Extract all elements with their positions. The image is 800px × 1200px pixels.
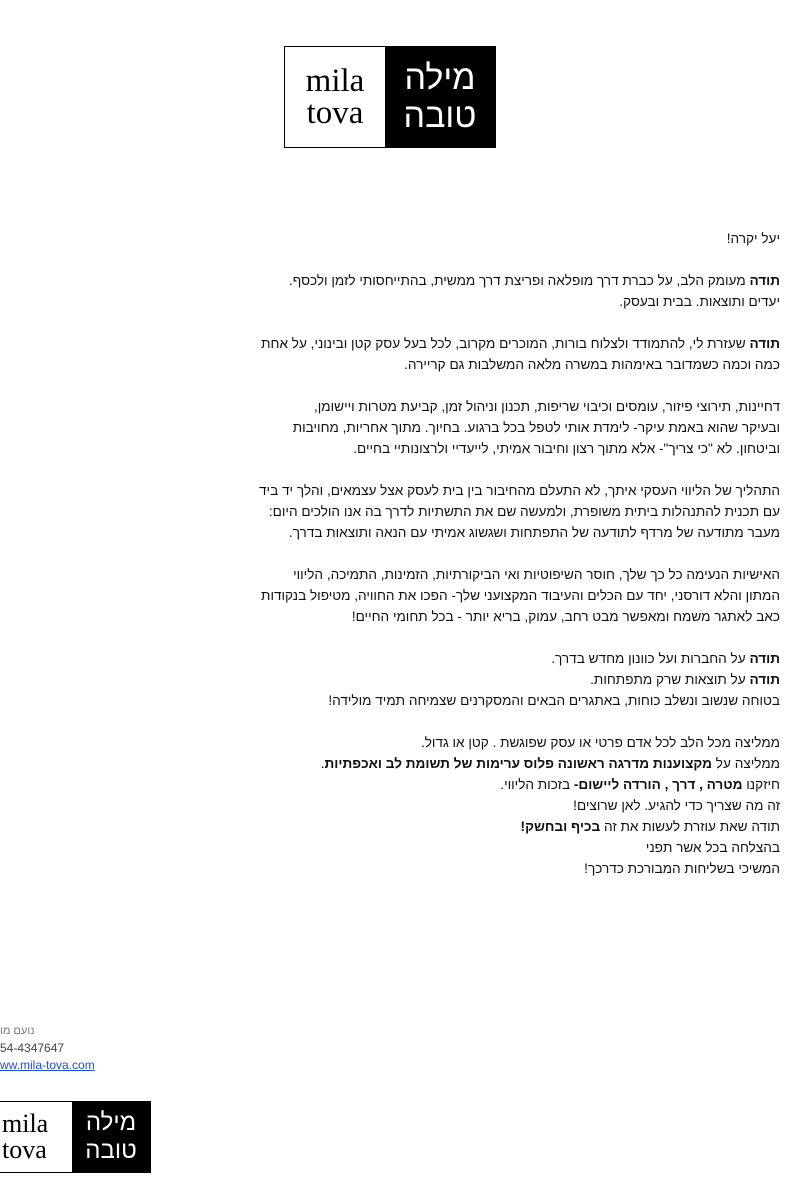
text-line: בזכות הליווי. bbox=[500, 777, 574, 792]
signature-website-link[interactable]: ww.mila-tova.com bbox=[0, 1058, 95, 1072]
text-line: כאב לאתגר משמח ומאפשר מבט רחב, עמוק, בריא יותר - בכל תחומי החיים! bbox=[351, 609, 780, 624]
logo-hebrew-bottom: טובה bbox=[85, 1137, 137, 1164]
signature-name: נועם מו bbox=[0, 1025, 35, 1037]
text-line: ובעיקר שהוא באמת עיקר- לימדת אותי לטפל בכל ברגוע. בחיוך. מתוך אחריות, מחויבות bbox=[292, 420, 780, 435]
bold-thanks: תודה bbox=[749, 273, 780, 288]
text-line: שעזרת לי, להתמודד ולצלוח בורות, המוכרים מקרוב, לכל בעל עסק קטן ובינוני, על אחת bbox=[261, 336, 750, 351]
email-signature bbox=[0, 1023, 95, 1074]
text-line: מעבר מתודעה של מרדף לתודעה של התפתחות ושגשוג אמיתי עם הנאה ותוצאות בדרך. bbox=[288, 525, 780, 540]
logo-hebrew-top: מילה bbox=[85, 1109, 137, 1136]
bold-thanks: תודה bbox=[749, 336, 780, 351]
text-line: עם תכנית להתנהלות ביתית משופרת, ולמעשה שם את התשתיות לדרך בה אנו הולכים היום: bbox=[268, 504, 780, 519]
logo-hebrew-top: מילה bbox=[404, 59, 476, 97]
text-line: כמה וכמה כשמדובר באימהות במשרה מלאה המשלבות גם קריירה. bbox=[404, 357, 780, 372]
text-line: על החברות ועל כוונון מחדש בדרך. bbox=[551, 651, 750, 666]
logo-latin-top: mila bbox=[2, 1109, 49, 1138]
logo-latin-part bbox=[0, 1102, 72, 1172]
letter-body bbox=[10, 228, 780, 900]
text-line: ממליצה מכל הלב לכל אדם פרטי או עסק שפוגשת . קטן או גדול. bbox=[420, 735, 780, 750]
signature-phone: 54-4347647 bbox=[0, 1041, 65, 1055]
text-line: מעומק הלב, על כברת דרך מופלאה ופריצת דרך ממשית, בהתייחסותי לזמן ולכסף. bbox=[288, 273, 750, 288]
logo-latin-bottom: tova bbox=[306, 95, 364, 131]
text-line: המשיכי בשליחות המבורכת כדרכך! bbox=[584, 861, 780, 876]
paragraph-3 bbox=[10, 396, 780, 459]
text-line: ממליצה על bbox=[712, 756, 780, 771]
paragraph-1 bbox=[10, 270, 780, 312]
logo-latin-part bbox=[285, 47, 385, 147]
logo-hebrew-part bbox=[72, 1102, 150, 1172]
paragraph-4 bbox=[10, 480, 780, 543]
text-line: התהליך של הליווי העסקי איתך, לא התעלם מהחיבור בין בית לעסק אצל עצמאים, והלך יד ביד bbox=[259, 483, 780, 498]
bold-thanks: תודה bbox=[749, 651, 780, 666]
text-line: זה מה שצריך כדי להגיע. לאן שרוצים! bbox=[573, 798, 780, 813]
bold-phrase: בכיף ובחשק! bbox=[520, 819, 601, 834]
text-line: בהצלחה בכל אשר תפני bbox=[645, 840, 780, 855]
logo-latin-bottom: tova bbox=[2, 1135, 47, 1164]
text-line: יעדים ותוצאות. בבית ובעסק. bbox=[619, 294, 780, 309]
bold-phrase: מקצוענות מדרגה ראשונה פלוס ערימות של תשומת לב ואכפתיות bbox=[324, 756, 713, 771]
bold-phrase: מטרה , דרך , הורדה ליישום- bbox=[573, 777, 743, 792]
bold-thanks: תודה bbox=[749, 672, 780, 687]
mila-tova-logo bbox=[284, 46, 496, 148]
logo-hebrew-bottom: טובה bbox=[403, 97, 477, 135]
paragraph-5 bbox=[10, 564, 780, 627]
mila-tova-logo-small bbox=[0, 1101, 151, 1173]
text-line: וביטחון. לא "כי צריך"- אלא מתוך רצון וחיבור אמיתי, לייעדיי ולרצונותיי בחיים. bbox=[353, 441, 780, 456]
text-line: המתון והלא דורסני, יחד עם הכלים והעיבוד המקצועני שלך- הפכו את החוויה, מטיפול בנקודות bbox=[261, 588, 780, 603]
text-line: חיזקנו bbox=[742, 777, 780, 792]
text-line: על תוצאות שרק מתפתחות. bbox=[590, 672, 750, 687]
logo-latin-top: mila bbox=[305, 63, 365, 99]
text-line: תודה שאת עוזרת לעשות את זה bbox=[600, 819, 780, 834]
paragraph-6 bbox=[10, 648, 780, 711]
paragraph-2 bbox=[10, 333, 780, 375]
paragraph-7: ממליצה מכל הלב לכל אדם פרטי או עסק שפוגשת . קטן או גדול. ממליצה על מקצוענות מדרגה ראשונה פלוס ערימות של תשומת לב ואכפתיות. חיזקנו מטרה , דרך , הורדה ליישום- בזכות הליווי. זה מה שצריך כדי להגיע. לאן שרוצים! תודה שאת עוזרת לעשות את זה בכיף ובחשק! בהצלחה בכל אשר תפני המשיכי בשליחות המבורכת כדרכך! bbox=[10, 732, 780, 879]
text-line: בטוחה שנשוב ונשלב כוחות, באתגרים הבאים והמסקרנים שצמיחה תמיד מולידה! bbox=[328, 693, 780, 708]
text-line: דחיינות, תירוצי פיזור, עומסים וכיבוי שריפות, תכנון וניהול זמן, קביעת מטרות ויישומן, bbox=[314, 399, 780, 414]
greeting: יעל יקרה! bbox=[726, 231, 780, 246]
logo-hebrew-part bbox=[385, 47, 495, 147]
text-line: האישיות הנעימה כל כך שלך, חוסר השיפוטיות ואי הביקורתיות, הזמינות, התמיכה, הליווי bbox=[293, 567, 780, 582]
